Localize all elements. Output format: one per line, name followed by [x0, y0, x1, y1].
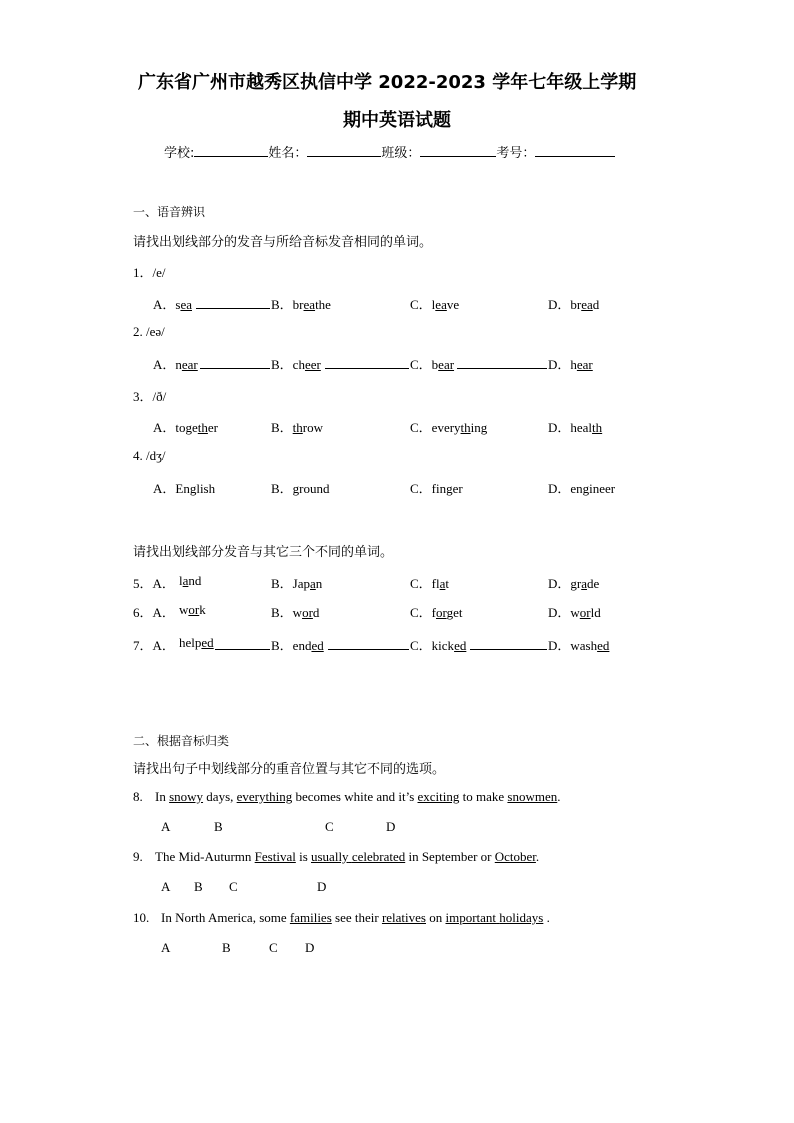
- question-7-number: 7．A．: [133, 638, 175, 653]
- question-8-sentence: In snowy days, everything becomes white and it’s exciting to make snowmen.: [155, 789, 561, 804]
- q2-b-underline: [325, 368, 409, 369]
- q7-option-b[interactable]: B．ended: [271, 638, 324, 653]
- section-2-heading: 二、根据音标归类: [133, 734, 230, 748]
- question-9-number: 9.: [133, 849, 143, 864]
- q4-option-c[interactable]: C．finger: [410, 481, 463, 496]
- question-6-number: 6．A．: [133, 605, 175, 620]
- question-3-number: 3．/ð/: [133, 389, 167, 404]
- section-1-heading: 一、语音辨识: [133, 205, 206, 219]
- q2-option-d[interactable]: D．hear: [548, 357, 593, 372]
- q6-option-a[interactable]: work: [179, 602, 206, 617]
- question-10-number: 10.: [133, 910, 150, 925]
- q2-option-b[interactable]: B．cheer: [271, 357, 321, 372]
- q5-option-b[interactable]: B．Japan: [271, 576, 323, 591]
- question-1-number: 1．/e/: [133, 265, 166, 280]
- q7-option-d[interactable]: D．washed: [548, 638, 610, 653]
- q9-letter-c: C: [229, 879, 238, 894]
- q3-option-a[interactable]: A．together: [153, 420, 219, 435]
- q4-option-b[interactable]: B．ground: [271, 481, 330, 496]
- question-10-sentence: In North America, some families see their relatives on important holidays .: [161, 910, 550, 925]
- q1-option-c[interactable]: C．leave: [410, 297, 460, 312]
- name-label: 姓名：: [268, 146, 308, 161]
- q2-option-a[interactable]: A．near: [153, 357, 198, 372]
- name-field[interactable]: [307, 142, 381, 157]
- q7-option-a[interactable]: helped: [179, 635, 214, 650]
- q2-a-underline: [200, 368, 270, 369]
- section-2-instruction: 请找出句子中划线部分的重音位置与其它不同的选项。: [133, 762, 446, 777]
- section-1-instruction-2: 请找出划线部分发音与其它三个不同的单词。: [133, 545, 394, 560]
- question-5-number: 5．A．: [133, 576, 175, 591]
- class-field[interactable]: [420, 142, 496, 157]
- q4-option-a[interactable]: A．English: [153, 481, 216, 496]
- q2-option-c[interactable]: C．bear: [410, 357, 455, 372]
- page-title: 广东省广州市越秀区执信中学 2022-2023 学年七年级上学期: [138, 72, 637, 93]
- number-label: 考号：: [496, 146, 536, 161]
- student-info-line: [164, 142, 615, 161]
- q6-option-b[interactable]: B．word: [271, 605, 320, 620]
- q6-option-d[interactable]: D．world: [548, 605, 601, 620]
- q1-a-underline: [196, 308, 270, 309]
- question-2-number: 2. /eə/: [133, 324, 165, 339]
- question-8-number: 8.: [133, 789, 143, 804]
- q5-option-d[interactable]: D．grade: [548, 576, 600, 591]
- section-1-instruction-1: 请找出划线部分的发音与所给音标发音相同的单词。: [133, 235, 433, 250]
- number-field[interactable]: [535, 142, 615, 157]
- q9-letter-d: D: [317, 879, 327, 894]
- q8-letter-c: C: [325, 819, 334, 834]
- q10-letter-a: A: [161, 940, 171, 955]
- q7-b-underline: [328, 649, 409, 650]
- q5-option-a[interactable]: land: [179, 573, 202, 588]
- q5-option-c[interactable]: C．flat: [410, 576, 450, 591]
- question-4-number: 4. /dʒ/: [133, 448, 166, 463]
- q4-option-d[interactable]: D．engineer: [548, 481, 616, 496]
- q6-option-c[interactable]: C．forget: [410, 605, 463, 620]
- q10-letter-d: D: [305, 940, 315, 955]
- class-label: 班级：: [381, 146, 421, 161]
- q3-option-b[interactable]: B．throw: [271, 420, 324, 435]
- q3-option-d[interactable]: D．health: [548, 420, 603, 435]
- q8-letter-a: A: [161, 819, 171, 834]
- q8-letter-b: B: [214, 819, 223, 834]
- q2-c-underline: [457, 368, 547, 369]
- page-subtitle: 期中英语试题: [343, 110, 451, 131]
- question-9-sentence: The Mid-Auturmn Festival is usually celebrated in September or October.: [155, 849, 540, 864]
- school-field[interactable]: [194, 142, 268, 157]
- q9-letter-b: B: [194, 879, 203, 894]
- q1-option-b[interactable]: B．breathe: [271, 297, 331, 312]
- q7-c-underline: [470, 649, 547, 650]
- q10-letter-b: B: [222, 940, 231, 955]
- q9-letter-a: A: [161, 879, 171, 894]
- school-label: 学校:: [164, 146, 195, 161]
- q8-letter-d: D: [386, 819, 396, 834]
- q7-a-underline: [215, 649, 270, 650]
- q1-option-a[interactable]: A．sea: [153, 297, 192, 312]
- q3-option-c[interactable]: C．everything: [410, 420, 488, 435]
- q7-option-c[interactable]: C．kicked: [410, 638, 467, 653]
- q1-option-d[interactable]: D．bread: [548, 297, 600, 312]
- q10-letter-c: C: [269, 940, 278, 955]
